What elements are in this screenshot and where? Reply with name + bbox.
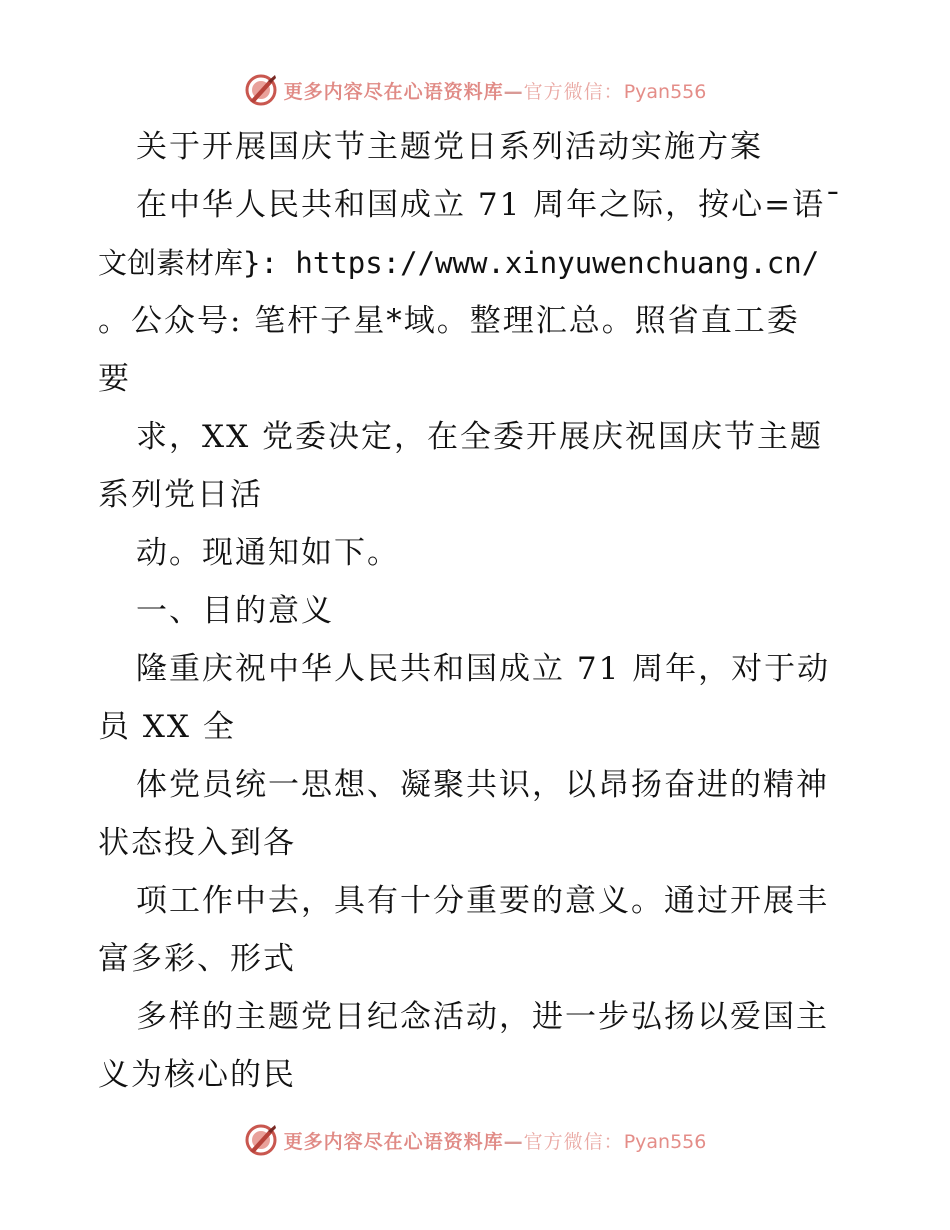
document-body	[98, 118, 858, 1104]
document-line: 动。现通知如下。	[136, 535, 400, 571]
document-line: 系列党日活	[98, 477, 263, 513]
quill-seal-icon	[244, 1123, 278, 1157]
document-line: 文创素材库}: https://www.xinyuwenchuang.cn/	[98, 246, 820, 280]
document-line: 一、目的意义	[136, 593, 334, 629]
quill-seal-icon	[244, 73, 278, 107]
document-line: 求，XX 党委决定，在全委开展庆祝国庆节主题	[136, 419, 823, 455]
footer-watermark	[0, 1120, 950, 1160]
header-watermark	[0, 70, 950, 110]
document-line: 富多彩、形式	[98, 941, 296, 977]
document-line: 要	[98, 361, 131, 397]
watermark-text: 更多内容尽在心语资料库—官方微信：Pyan556	[283, 1130, 707, 1153]
document-line: 项工作中去，具有十分重要的意义。通过开展丰	[136, 883, 829, 919]
document-line: 义为核心的民	[98, 1057, 296, 1093]
document-line: 多样的主题党日纪念活动，进一步弘扬以爱国主	[136, 999, 829, 1035]
document-line: 状态投入到各	[98, 825, 296, 861]
document-line: 在中华人民共和国成立 71 周年之际，按心=语¯	[136, 187, 843, 223]
document-line: 关于开展国庆节主题党日系列活动实施方案	[136, 129, 763, 165]
document-line: 体党员统一思想、凝聚共识，以昂扬奋进的精神	[136, 767, 829, 803]
document-line: 。公众号: 笔杆子星*域。整理汇总。照省直工委	[98, 303, 800, 339]
document-line: 隆重庆祝中华人民共和国成立 71 周年，对于动	[136, 651, 831, 687]
document-line: 员 XX 全	[98, 709, 236, 745]
watermark-text: 更多内容尽在心语资料库—官方微信：Pyan556	[283, 80, 707, 103]
